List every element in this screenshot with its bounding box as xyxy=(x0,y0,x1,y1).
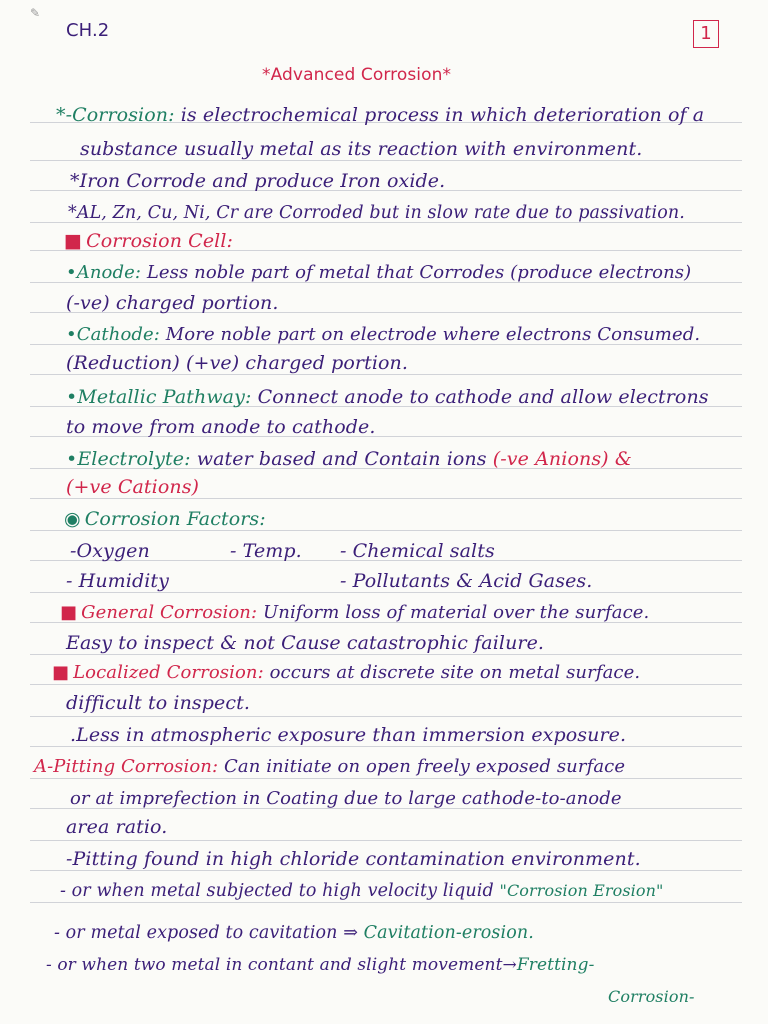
note-line: -Pitting found in high chloride contamination environment. xyxy=(66,848,641,870)
anode-term: Anode: xyxy=(76,262,141,283)
ruled-line xyxy=(30,592,742,593)
note-line: (+ve Cations) xyxy=(66,476,200,498)
note-line: or at imprefection in Coating due to large cathode-to-anode xyxy=(70,788,622,809)
metallic-pathway-line: •Metallic Pathway: Connect anode to cathode and allow electrons xyxy=(66,386,709,408)
general-corrosion-line: ■ General Corrosion: Uniform loss of material over the surface. xyxy=(60,602,650,623)
ruled-line xyxy=(30,902,742,903)
ruled-line xyxy=(30,746,742,747)
fretting-line: - or when two metal in contant and slight movement→Fretting- xyxy=(46,955,595,975)
note-line: to move from anode to cathode. xyxy=(66,416,376,438)
note-line: *Iron Corrode and produce Iron oxide. xyxy=(70,170,446,192)
bullet-dot-icon: • xyxy=(66,448,78,470)
cavitation-line: - or metal exposed to cavitation ⇒ Cavitation-erosion. xyxy=(54,923,534,943)
localized-corrosion-line: ■ Localized Corrosion: occurs at discrete site on metal surface. xyxy=(52,662,641,683)
bullet-dot-icon: • xyxy=(66,324,77,345)
ruled-line xyxy=(30,778,742,779)
cathode-line: •Cathode: More noble part on electrode where electrons Consumed. xyxy=(66,324,701,345)
ruled-line xyxy=(30,530,742,531)
corrosion-cell-heading: ■ Corrosion Cell: xyxy=(64,230,234,252)
note-line: substance usually metal as its reaction with environment. xyxy=(80,138,643,160)
corrosion-definition: is electrochemical process in which deterioration of a xyxy=(180,104,705,126)
note-line: area ratio. xyxy=(66,816,168,838)
factor-chemical-salts: - Chemical salts xyxy=(340,540,495,562)
ruled-line xyxy=(30,160,742,161)
bullet-circle-icon: ◉ xyxy=(64,508,81,530)
general-corrosion-term: General Corrosion: xyxy=(81,602,258,623)
fretting-term: Fretting- xyxy=(516,955,595,975)
double-arrow-icon: ⇒ xyxy=(343,923,358,943)
corrosion-factors-heading: ◉ Corrosion Factors: xyxy=(64,508,266,530)
corrosion-definition-line xyxy=(56,104,704,126)
ruled-line xyxy=(30,870,742,871)
electrolyte-line: •Electrolyte: water based and Contain ions (-ve Anions) & xyxy=(66,448,632,470)
electrolyte-term: Electrolyte: xyxy=(77,448,191,470)
note-line: difficult to inspect. xyxy=(66,692,251,714)
note-line: *AL, Zn, Cu, Ni, Cr are Corroded but in slow rate due to passivation. xyxy=(68,203,685,223)
scan-mark: ✎ xyxy=(30,6,41,20)
erosion-line: - or when metal subjected to high velocity liquid "Corrosion Erosion" xyxy=(60,881,664,901)
ruled-line xyxy=(30,654,742,655)
ruled-line xyxy=(30,840,742,841)
bullet-dot-icon: • xyxy=(66,262,77,283)
bullet-dot-icon: • xyxy=(66,386,78,408)
cathode-term: Cathode: xyxy=(76,324,160,345)
chapter-label: CH.2 xyxy=(66,20,110,41)
bullet-square-icon: ■ xyxy=(64,230,83,252)
ruled-line xyxy=(30,684,742,685)
factor-humidity: - Humidity xyxy=(66,570,169,592)
note-line: (-ve) charged portion. xyxy=(66,292,279,314)
metallic-pathway-term: Metallic Pathway: xyxy=(77,386,252,408)
note-line: Easy to inspect & not Cause catastrophic failure. xyxy=(66,632,545,654)
corrosion-erosion-term: "Corrosion Erosion" xyxy=(499,881,664,900)
ruled-line xyxy=(30,374,742,375)
pitting-corrosion-term: Pitting Corrosion: xyxy=(53,756,219,777)
page-number: 1 xyxy=(693,20,719,48)
bullet-square-icon: ■ xyxy=(52,662,70,683)
factor-oxygen: -Oxygen xyxy=(70,540,150,562)
ruled-line xyxy=(30,498,742,499)
factor-pollutants: - Pollutants & Acid Gases. xyxy=(340,570,593,592)
pitting-marker: A- xyxy=(34,756,54,777)
corrosion-term: *-Corrosion: xyxy=(56,104,175,126)
bullet-square-icon: ■ xyxy=(60,602,78,623)
page-title: *Advanced Corrosion* xyxy=(262,65,452,85)
fretting-term-continued: Corrosion- xyxy=(608,987,695,1006)
note-line: (Reduction) (+ve) charged portion. xyxy=(66,352,409,374)
cavitation-erosion-term: Cavitation-erosion. xyxy=(363,923,534,943)
arrow-right-icon: → xyxy=(502,955,517,975)
anode-line: •Anode: Less noble part of metal that Corrodes (produce electrons) xyxy=(66,262,692,283)
localized-corrosion-term: Localized Corrosion: xyxy=(73,662,264,683)
factor-temp: - Temp. xyxy=(230,540,302,562)
pitting-corrosion-line: A-Pitting Corrosion: Can initiate on open freely exposed surface xyxy=(34,756,626,777)
note-line: .Less in atmospheric exposure than immersion exposure. xyxy=(70,724,627,746)
ruled-line xyxy=(30,716,742,717)
